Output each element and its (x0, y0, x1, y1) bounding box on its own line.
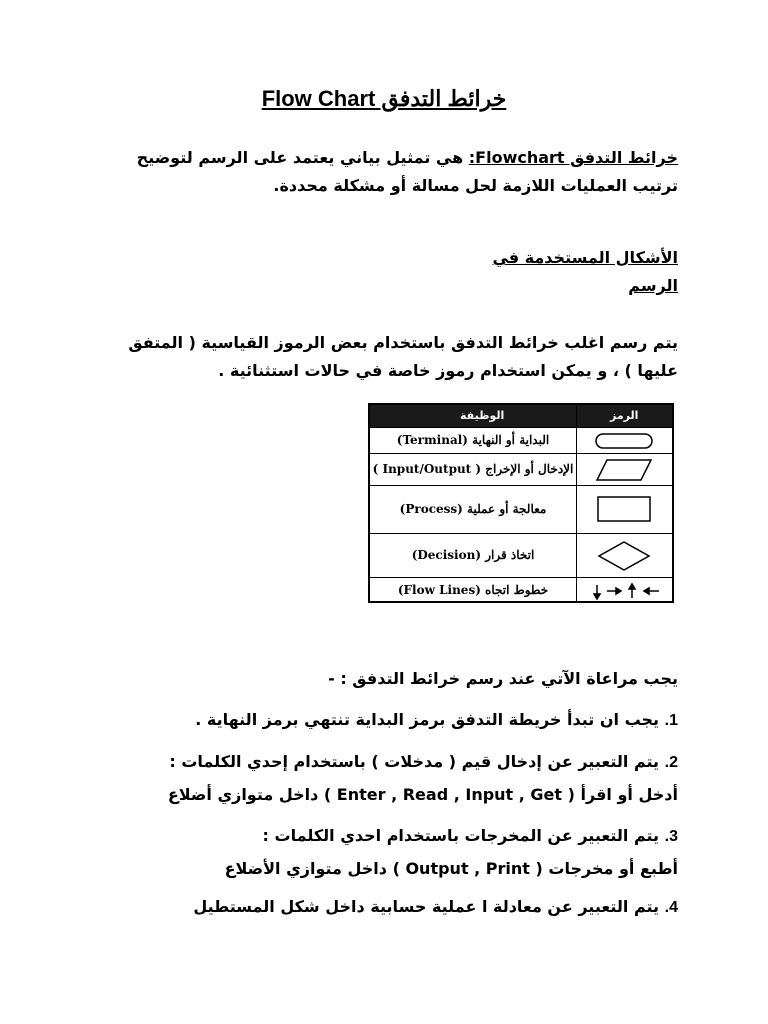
definition-term: خرائط التدفق Flowchart: (468, 148, 678, 167)
header-symbol: الرمز (610, 409, 639, 422)
row-function: معالجة أو عملية (Process) (399, 502, 547, 516)
list-text: يتم التعبير عن إدخال قيم ( مدخلات ) باستخدام إحدي الكلمات : (169, 752, 660, 771)
table-row (370, 485, 672, 533)
rules-intro: يجب مراعاة الآتي عند رسم خرائط التدفق : - (328, 669, 678, 688)
list-text: يجب ان تبدأ خريطة التدفق برمز البداية تنتهي برمز النهاية . (195, 710, 660, 729)
list-item (90, 746, 678, 811)
list-text: يتم التعبير عن المخرجات باستخدام احدي الكلمات : (262, 826, 660, 845)
flow-lines-arrows-icon (577, 578, 672, 603)
list-number: 1. (664, 712, 678, 729)
table-row (370, 453, 672, 485)
list-number: 4. (664, 899, 678, 916)
list-item (90, 706, 678, 735)
table-row (370, 427, 672, 453)
row-function: البداية أو النهاية (Terminal) (396, 433, 550, 447)
table-row (370, 533, 672, 577)
table-row (370, 577, 672, 603)
shapes-heading: الأشكال المستخدمة في الرسم (492, 248, 678, 295)
definition-paragraph (90, 144, 678, 200)
list-number: 2. (664, 754, 678, 771)
list-item (90, 893, 678, 922)
symbol-table (368, 403, 674, 603)
header-function: الوظيفة (460, 409, 505, 422)
usage-paragraph: يتم رسم اغلب خرائط التدفق باستخدام بعض الرموز القياسية ( المتفق عليها ) ، و يمكن استخدام رموز خاصة في حالات استثنائية . (128, 333, 678, 380)
parallelogram-symbol-icon (577, 454, 672, 485)
row-function: الإدخال أو الإخراج ( Input/Output ) (372, 462, 574, 476)
diamond-symbol-icon (577, 534, 672, 577)
row-function: خطوط اتجاه (Flow Lines) (397, 583, 549, 597)
page-title: خرائط التدفق Flow Chart (261, 86, 507, 111)
terminal-symbol-icon (577, 428, 672, 453)
definition-text: هي تمثيل بياني يعتمد على الرسم لتوضيح ترتيب العمليات اللازمة لحل مسالة أو مشكلة محددة. (136, 148, 678, 195)
list-text: يتم التعبير عن معادلة ا عملية حسابية داخل شكل المستطيل (193, 897, 660, 916)
list-item (90, 820, 678, 885)
list-text-line2: أدخل أو اقرأ ( Enter , Read , Input , Get ) داخل متوازي أضلاع (167, 785, 678, 804)
table-header (370, 405, 672, 427)
list-text-line2: أطبع أو مخرجات ( Output , Print ) داخل متوازي الأضلاع (224, 859, 678, 878)
list-number: 3. (664, 828, 678, 845)
rectangle-symbol-icon (577, 486, 672, 533)
row-function: اتخاذ قرار (Decision) (411, 548, 535, 562)
